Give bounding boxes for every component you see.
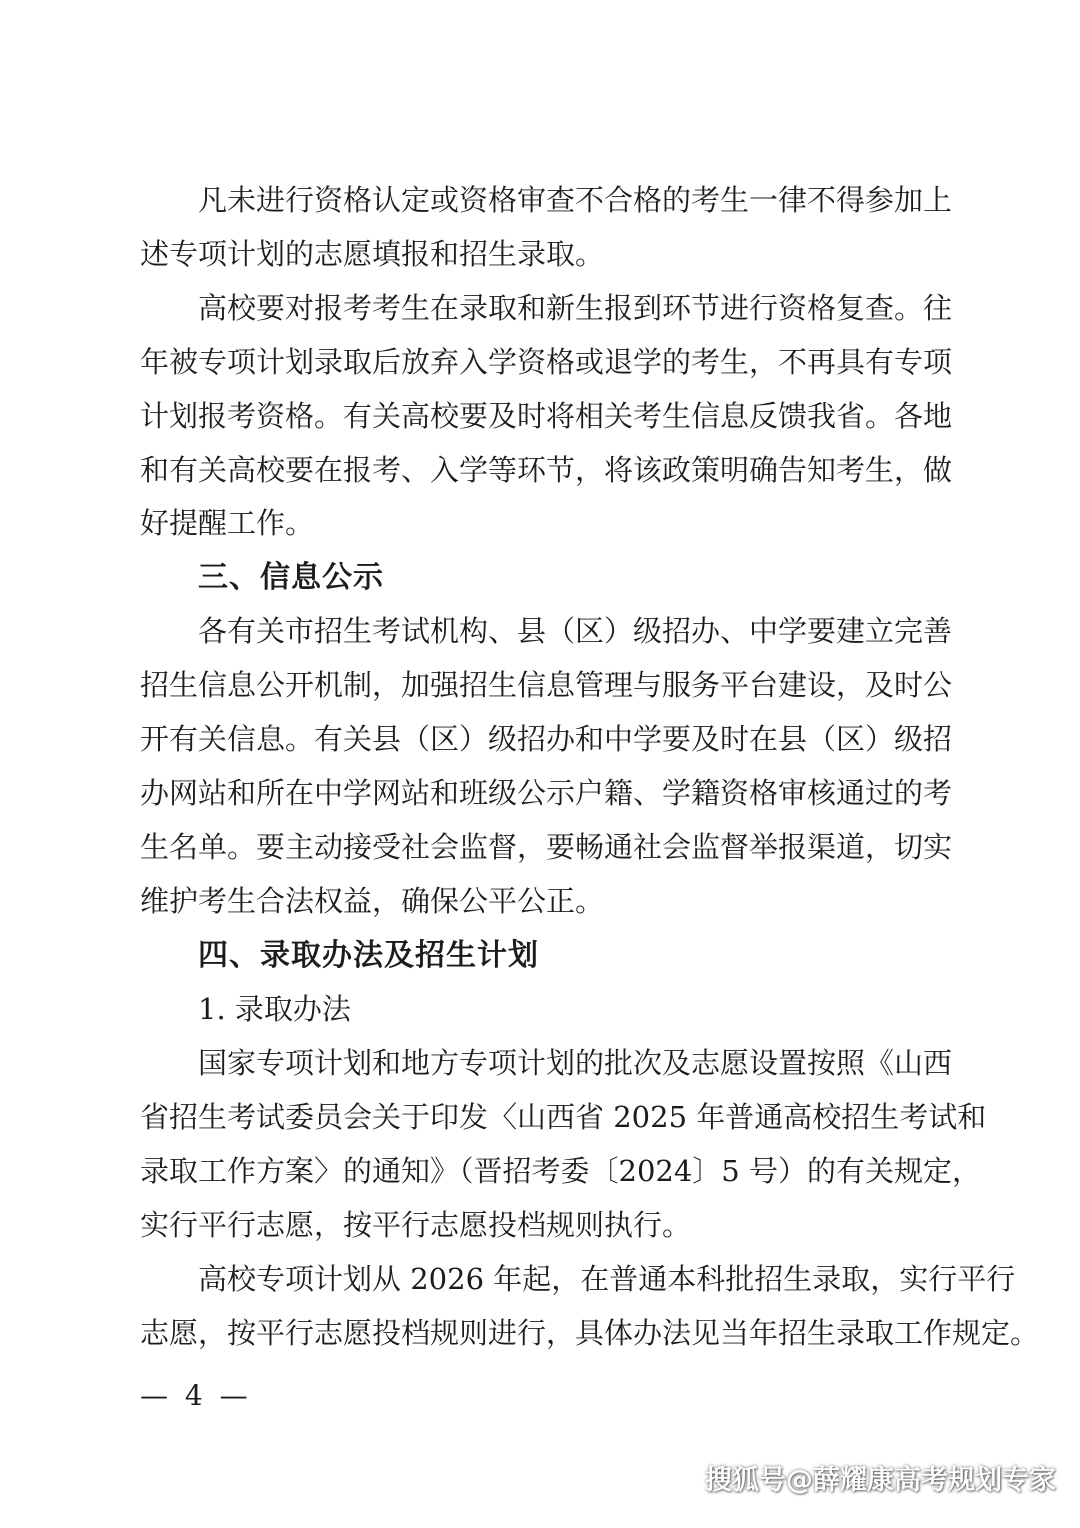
subsection-heading-admission-method: 1. 录取办法 xyxy=(198,992,351,1026)
section-heading-admission: 四、录取办法及招生计划 xyxy=(198,938,539,973)
paragraph-line: 述专项计划的志愿填报和招生录取。 xyxy=(140,237,605,271)
paragraph-line: 计划报考资格。有关高校要及时将相关考生信息反馈我省。各地 xyxy=(140,399,953,433)
paragraph-line: 高校专项计划从 2026 年起，在普通本科批招生录取，实行平行 xyxy=(198,1262,1016,1296)
paragraph-line: 录取工作方案〉的通知》（晋招考委〔2024〕5 号）的有关规定， xyxy=(140,1154,981,1188)
paragraph-line: 实行平行志愿，按平行志愿投档规则执行。 xyxy=(140,1208,692,1242)
paragraph-line: 和有关高校要在报考、入学等环节，将该政策明确告知考生，做 xyxy=(140,453,953,487)
paragraph-line: 国家专项计划和地方专项计划的批次及志愿设置按照《山西 xyxy=(198,1046,953,1080)
paragraph-line: 好提醒工作。 xyxy=(140,506,315,540)
paragraph-line: 志愿，按平行志愿投档规则进行，具体办法见当年招生录取工作规定。 xyxy=(140,1316,1040,1350)
paragraph-line: 招生信息公开机制，加强招生信息管理与服务平台建设，及时公 xyxy=(140,668,953,702)
paragraph-line: 凡未进行资格认定或资格审查不合格的考生一律不得参加上 xyxy=(198,183,953,217)
paragraph-line: 年被专项计划录取后放弃入学资格或退学的考生，不再具有专项 xyxy=(140,345,953,379)
page-number: — 4 — xyxy=(140,1379,252,1412)
paragraph-line: 办网站和所在中学网站和班级公示户籍、学籍资格审核通过的考 xyxy=(140,776,953,810)
paragraph-line: 开有关信息。有关县（区）级招办和中学要及时在县（区）级招 xyxy=(140,722,953,756)
paragraph-line: 省招生考试委员会关于印发〈山西省 2025 年普通高校招生考试和 xyxy=(140,1100,987,1134)
watermark: 搜狐号@薛耀康高考规划专家 xyxy=(705,1465,1056,1496)
section-heading-info-disclosure: 三、信息公示 xyxy=(198,560,384,595)
paragraph-line: 生名单。要主动接受社会监督，要畅通社会监督举报渠道，切实 xyxy=(140,830,953,864)
paragraph-line: 各有关市招生考试机构、县（区）级招办、中学要建立完善 xyxy=(198,614,953,648)
paragraph-line: 高校要对报考考生在录取和新生报到环节进行资格复查。往 xyxy=(198,291,953,325)
paragraph-line: 维护考生合法权益，确保公平公正。 xyxy=(140,884,605,918)
